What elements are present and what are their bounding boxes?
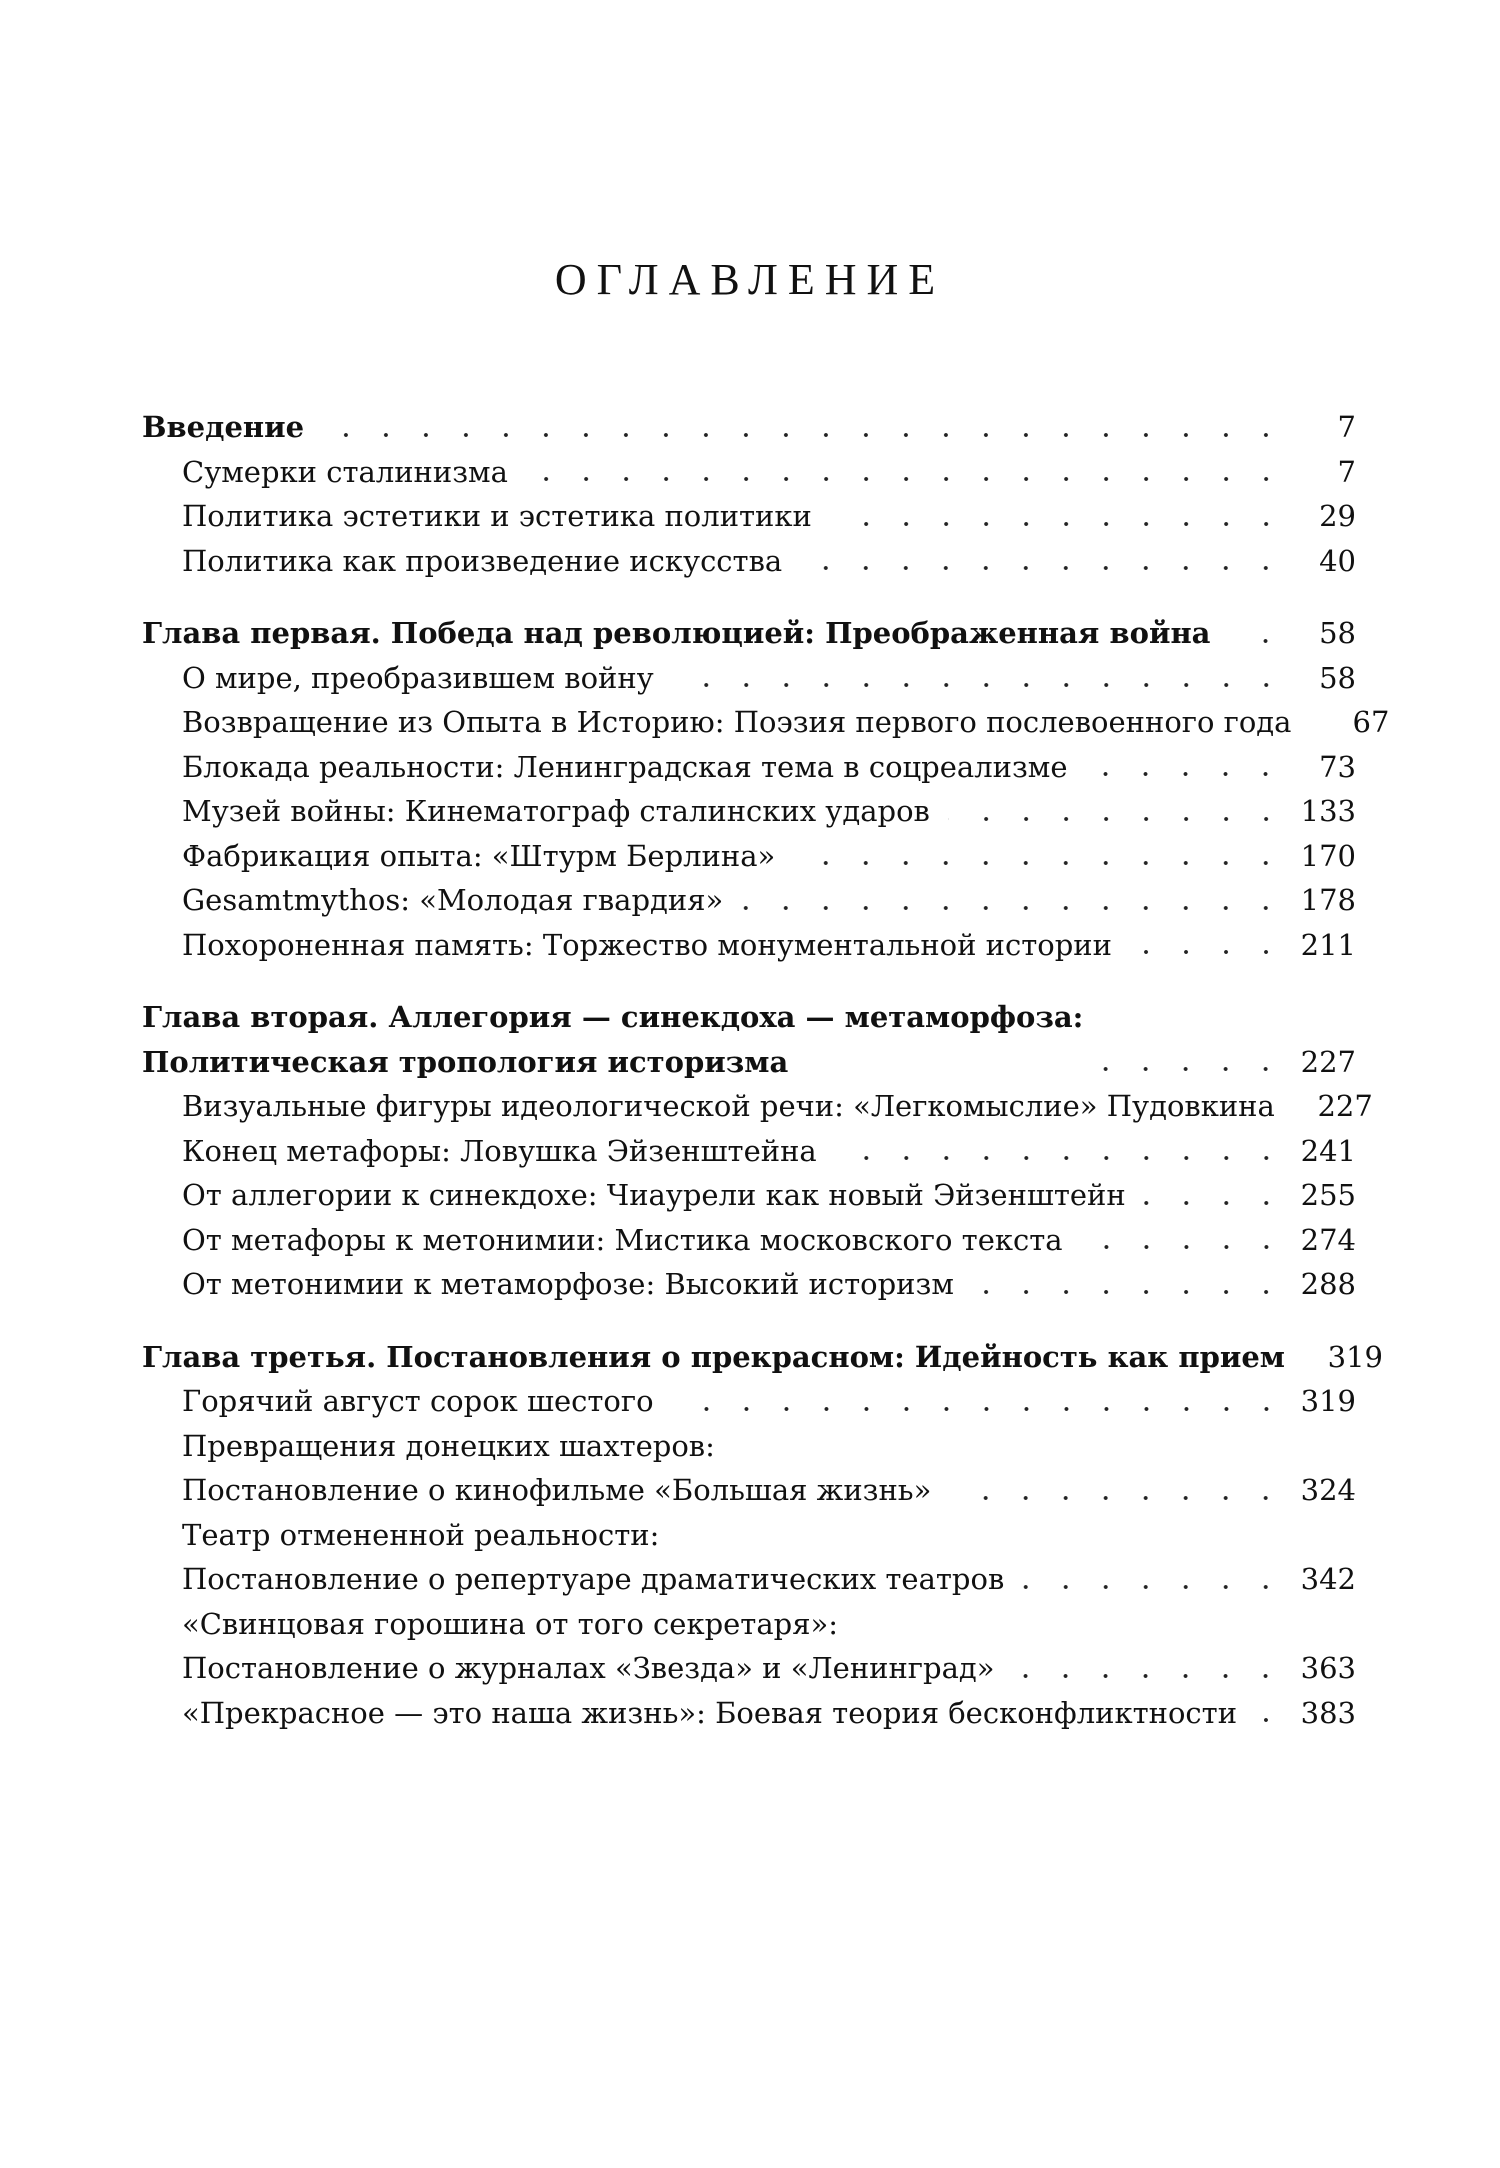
toc-page-number: 274 <box>1300 1222 1356 1257</box>
toc-section-chapter-1 <box>142 611 1390 967</box>
toc-entry-title: Горячий август сорок шестого <box>182 1384 654 1418</box>
toc-page-number: 40 <box>1319 543 1356 578</box>
toc-entry-title <box>182 1602 994 1691</box>
toc-entry[interactable] <box>142 745 1356 790</box>
toc-entry[interactable] <box>142 1262 1356 1307</box>
toc-entry-title: Политика эстетики и эстетика политики <box>182 499 812 533</box>
toc-page-number: 58 <box>1319 616 1356 650</box>
dot-leader <box>793 856 1286 870</box>
toc-chapter-title: Глава третья. Постановления о прекрасном: Идейность как прием <box>142 1339 1285 1374</box>
toc-page-number: 241 <box>1300 1133 1356 1168</box>
toc-entry-title: Визуальные фигуры идеологической речи: «Легкомыслие» Пудовкина <box>182 1089 1275 1123</box>
toc-page-number: 319 <box>1300 1384 1356 1418</box>
dot-leader <box>949 1491 1286 1505</box>
toc-entry[interactable] <box>142 494 1356 539</box>
toc-chapter-title-line-1: Глава вторая. Аллегория — синекдоха — метаморфоза: <box>142 1000 1084 1034</box>
dot-leader <box>948 812 1286 826</box>
toc-page-number: 178 <box>1300 883 1356 917</box>
dot-leader <box>1228 634 1286 648</box>
toc-entry[interactable] <box>142 878 1356 923</box>
toc-page-number: 363 <box>1300 1651 1356 1685</box>
toc-entry[interactable] <box>142 1424 1356 1513</box>
dot-leader <box>526 472 1286 486</box>
toc-entry-title <box>182 1513 1004 1602</box>
toc-entry-title-line-1: Театр отмененной реальности: <box>182 1517 660 1552</box>
toc-chapter[interactable] <box>142 405 1356 450</box>
toc-chapter-title-line-2: Политическая тропология историзма <box>142 1044 789 1079</box>
dot-leader <box>1081 1240 1286 1254</box>
toc-page-number: 58 <box>1319 660 1356 695</box>
dot-leader <box>1293 1107 1303 1121</box>
page-title: ОГЛАВЛЕНИЕ <box>554 255 946 304</box>
toc-section-chapter-2 <box>142 995 1373 1307</box>
toc-chapter-title <box>142 995 1083 1084</box>
toc-entry-title: Конец метафоры: Ловушка Эйзенштейна <box>182 1133 817 1168</box>
toc-chapter-title: Глава первая. Победа над революцией: Преображенная война <box>142 616 1211 650</box>
toc-page-number: 211 <box>1300 927 1356 962</box>
dot-leader <box>672 678 1286 692</box>
dot-leader <box>835 1151 1286 1165</box>
toc-entry-title-line-2: Постановление о кинофильме «Большая жизнь» <box>182 1473 932 1507</box>
toc-page-number: 342 <box>1300 1562 1356 1596</box>
toc-page-number: 7 <box>1337 454 1356 489</box>
toc-entry-title-line-2: Постановление о журналах «Звезда» и «Ленинград» <box>182 1651 995 1685</box>
toc-entry-title: О мире, преобразившем войну <box>182 660 654 695</box>
toc-entry-title: Похороненная память: Торжество монументальной истории <box>182 927 1112 962</box>
toc-entry-title: «Прекрасное — это наша жизнь»: Боевая теория бесконфликтности <box>182 1695 1238 1730</box>
toc-page-number: 319 <box>1327 1339 1383 1374</box>
toc-entry-title: Фабрикация опыта: «Штурм Берлина» <box>182 838 776 873</box>
toc-entry[interactable] <box>142 834 1356 879</box>
toc-page-number: 383 <box>1300 1695 1356 1730</box>
table-of-contents <box>142 405 1390 1763</box>
toc-page-number: 255 <box>1300 1178 1356 1212</box>
toc-entry-title <box>182 1424 931 1513</box>
dot-leader <box>800 561 1286 575</box>
dot-leader <box>1130 945 1286 959</box>
toc-entry[interactable] <box>142 1513 1356 1602</box>
toc-entry[interactable] <box>142 1218 1356 1263</box>
dot-leader <box>1085 767 1286 781</box>
dot-leader <box>830 517 1286 531</box>
toc-entry-title: От аллегории к синекдохе: Чиаурели как новый Эйзенштейн <box>182 1178 1126 1212</box>
dot-leader <box>1255 1713 1286 1727</box>
toc-page-number: 288 <box>1300 1267 1356 1301</box>
toc-chapter-title: Введение <box>142 410 305 444</box>
dot-leader <box>1144 1196 1286 1210</box>
dot-leader <box>1303 1357 1313 1371</box>
toc-entry-title-line-1: Превращения донецких шахтеров: <box>182 1428 715 1463</box>
toc-page-number: 7 <box>1337 410 1356 444</box>
toc-entry[interactable] <box>142 656 1356 701</box>
toc-page-number: 29 <box>1319 499 1356 533</box>
toc-entry[interactable] <box>142 1691 1356 1736</box>
toc-entry-title: Музей войны: Кинематограф сталинских ударов <box>182 794 930 828</box>
toc-entry-title: Блокада реальности: Ленинградская тема в соцреализме <box>182 749 1068 784</box>
toc-page-number: 170 <box>1300 838 1356 873</box>
toc-entry[interactable] <box>142 1602 1356 1691</box>
dot-leader <box>322 428 1286 442</box>
toc-entry-title: Сумерки сталинизма <box>182 454 508 489</box>
toc-page-number: 324 <box>1300 1473 1356 1507</box>
toc-entry-title: Gesamtmythos: «Молодая гвардия» <box>182 883 724 917</box>
toc-entry[interactable] <box>142 923 1356 968</box>
toc-page-number: 227 <box>1300 1044 1356 1079</box>
toc-page-number: 133 <box>1300 794 1356 828</box>
toc-entry-title: От метафоры к метонимии: Мистика московского текста <box>182 1222 1063 1257</box>
toc-entry[interactable] <box>142 1379 1356 1424</box>
toc-entry-title-line-1: «Свинцовая горошина от того секретаря»: <box>182 1606 839 1641</box>
dot-leader <box>1022 1580 1286 1594</box>
toc-entry[interactable] <box>142 539 1356 584</box>
dot-leader <box>1309 723 1319 737</box>
toc-entry[interactable] <box>142 1129 1356 1174</box>
toc-section-chapter-3 <box>142 1335 1383 1736</box>
toc-chapter[interactable] <box>142 611 1356 656</box>
toc-entry-title: Политика как произведение искусства <box>182 543 783 578</box>
toc-entry[interactable] <box>142 1084 1373 1129</box>
dot-leader <box>1012 1669 1286 1683</box>
toc-page-number: 227 <box>1317 1089 1373 1123</box>
toc-entry[interactable] <box>142 700 1390 745</box>
dot-leader <box>1101 1062 1286 1076</box>
dot-leader <box>672 1402 1286 1416</box>
toc-entry[interactable] <box>142 789 1356 834</box>
dot-leader <box>741 901 1286 915</box>
toc-entry-title-line-2: Постановление о репертуаре драматических театров <box>182 1562 1005 1596</box>
toc-chapter[interactable] <box>142 995 1356 1084</box>
toc-entry[interactable] <box>142 1173 1356 1218</box>
toc-entry-title: Возвращение из Опыта в Историю: Поэзия первого послевоенного года <box>182 705 1292 739</box>
toc-page-number: 73 <box>1319 749 1356 784</box>
dot-leader <box>972 1285 1286 1299</box>
toc-entry-title: От метонимии к метаморфозе: Высокий историзм <box>182 1267 954 1301</box>
toc-chapter[interactable] <box>142 1335 1383 1380</box>
toc-entry[interactable] <box>142 450 1356 495</box>
toc-section-introduction <box>142 405 1356 583</box>
toc-page-number: 67 <box>1352 705 1390 739</box>
